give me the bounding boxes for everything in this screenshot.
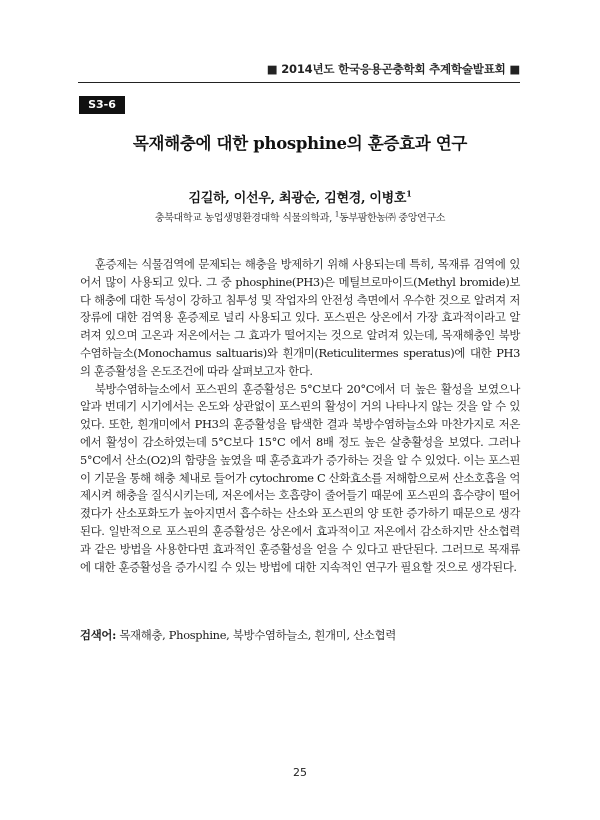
paper-title: 목재해충에 대한 phosphine의 훈증효과 연구 (132, 134, 468, 153)
author-names: 김길하, 이선우, 최광순, 김현경, 이병호 (188, 191, 407, 206)
keywords-label: 검색어: (80, 628, 117, 642)
abstract-paragraph-2: 북방수염하늘소에서 포스핀의 훈증활성은 5°C보다 20°C에서 더 높은 활성을 보였으나 알과 번데기 시기에서는 온도와 상관없이 포스핀의 활성이 거의 나타나지 않는 것을 알 수 있었다. 또한, 흰개미에서 PH3의 훈증활성을 탐색한 결과 북방수염하늘소와 마찬가지로 저온에서 활성이 감소하였는데 5°C보다 15°C 에서 8배 정도 높은 살충활성을 보였다. 그러나 5°C에서 산소(O2)의 함량을 높였을 때 훈증효과가 증가하는 것을 알 수 있었다. 이는 포스핀이 기문을 통해 해충 체내로 들어가 cytochrome C 산화효소를 저해함으로써 산소호흡을 억제시켜 해충을 질식시키는데, 저온에서는 호흡량이 줄어들기 때문에 포스핀의 흡수량이 떨어졌다가 산소포화도가 높아지면서 흡수하는 산소와 포스핀의 양 또한 증가하기 때문으로 생각된다. 일반적으로 포스핀의 훈증활성은 상온에서 효과적이고 저온에서 감소하지만 산소협력과 같은 방법을 사용한다면 효과적인 훈증활성을 얻을 수 있다고 판단된다. 그러므로 목재류에 대한 훈증활성을 증가시킬 수 있는 방법에 대한 지속적인 연구가 필요할 것으로 생각된다. (80, 381, 520, 574)
keywords (80, 627, 520, 643)
session-badge: S3-6 (79, 96, 125, 114)
header-divider (78, 82, 520, 83)
author-list (70, 187, 530, 206)
abstract-body (80, 256, 520, 576)
keywords-terms: 목재해충, Phosphine, 북방수염하늘소, 흰개미, 산소협력 (119, 628, 396, 642)
author-superscript: 1 (406, 188, 412, 199)
affiliation-main: 충북대학교 농업생명환경대학 식물의학과, (154, 213, 335, 224)
abstract-paragraph-1: 훈증제는 식물검역에 문제되는 해충을 방제하기 위해 사용되는데 특히, 목재류 검역에 있어서 많이 사용되고 있다. 그 중 phosphine(PH3)은 메틸브로마이드(Methyl bromide)보다 해충에 대한 독성이 강하고 침투성 및 작업자의 안전성 측면에서 우수한 것으로 알려져 저장류에 대한 검역용 훈증제로 널리 사용되고 있다. 포스핀은 상온에서 가장 효과적이라고 알려져 있으며 고온과 저온에서는 그 효과가 떨어지는 것으로 알려져 있는데, 목재해충인 북방수염하늘소(Monochamus saltuaris)와 흰개미(Reticulitermes speratus)에 대한 PH3의 훈증활성을 온도조건에 따라 살펴보고자 한다. (80, 257, 520, 378)
affiliation (60, 209, 540, 224)
affiliation-second: 동부팜한농㈜ 중앙연구소 (338, 213, 446, 224)
conference-header: ■ 2014년도 한국응용곤충학회 추계학술발표회 ■ (266, 62, 520, 76)
page-number: 25 (293, 766, 307, 779)
affiliation-superscript: 1 (334, 210, 339, 219)
